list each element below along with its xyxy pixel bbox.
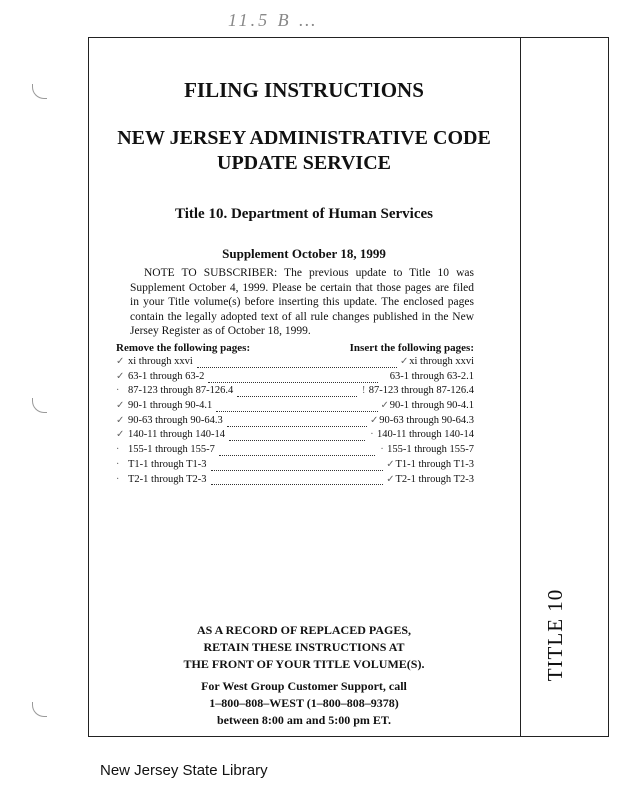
insert-pages: 90-1 through 90-4.1 [389,400,474,412]
customer-support [88,678,520,729]
page-list-row [116,356,474,371]
dot-leader [211,462,384,471]
insert-header: Insert the following pages: [349,342,474,354]
check-mark-icon: · [116,473,120,485]
check-mark-icon: · [116,444,120,456]
supplement-date: Supplement October 18, 1999 [222,246,386,261]
record-instructions [88,622,520,673]
check-mark-icon: · [370,429,374,441]
support-hours: between 8:00 am and 5:00 pm ET. [216,713,392,727]
page-title: FILING INSTRUCTIONS [184,78,424,102]
page-list [116,342,474,488]
page-list-row [116,385,474,400]
dot-leader [219,447,375,456]
side-divider [520,37,521,737]
insert-pages: T1-1 through T1-3 [395,458,474,470]
record-line2: RETAIN THESE INSTRUCTIONS AT [203,640,405,654]
page-list-row [116,415,474,430]
handwritten-note: 11.5 B … [228,10,319,30]
insert-pages: 155-1 through 155-7 [387,444,474,456]
dot-leader [216,403,377,412]
code-title-line2: UPDATE SERVICE [217,152,391,174]
subscriber-note: NOTE TO SUBSCRIBER: The previous update to Title 10 was Supplement October 4, 1999. Please be certain that those pages are filed in your Title volume(s) before inserting this update. The enclosed pages contain the legally adopted text of all rule changes published in the New Jersey Register as of October 18, 1999. [130,267,474,337]
dot-leader [229,432,365,441]
title-department: Title 10. Department of Human Services [174,206,434,222]
insert-pages: 140-11 through 140-14 [376,429,474,441]
check-mark-icon: ✓ [386,458,395,470]
check-mark-icon: ✓ [386,473,395,485]
check-mark-icon: ✓ [380,400,389,412]
dot-leader [211,476,384,485]
check-mark-icon: ✓ [116,414,125,426]
record-line1: AS A RECORD OF REPLACED PAGES, [196,623,412,637]
insert-pages: 87-123 through 87-126.4 [368,385,474,397]
remove-pages: 90-63 through 90-64.3 [128,414,223,426]
record-line3: THE FRONT OF YOUR TITLE VOLUME(S). [183,657,425,671]
remove-header: Remove the following pages: [116,342,251,354]
check-mark-icon: ✓ [116,370,125,382]
remove-pages: 90-1 through 90-4.1 [128,400,213,412]
support-phone: 1–800–808–WEST (1–800–808–9378) [209,696,399,710]
check-mark-icon: ✓ [116,356,125,367]
dot-leader [237,388,356,397]
remove-pages: T1-1 through T1-3 [128,458,207,470]
side-tab-label: TITLE 10 [543,588,567,682]
insert-pages: T2-1 through T2-3 [395,473,474,485]
code-title-line1: NEW JERSEY ADMINISTRATIVE CODE [117,127,491,149]
page-list-row [116,444,474,459]
support-line1: For West Group Customer Support, call [201,679,407,693]
library-stamp: New Jersey State Library [100,762,268,779]
check-mark-icon: · [380,444,384,456]
check-mark-icon: · [116,458,120,470]
page-list-row [116,400,474,415]
page-list-header [116,342,474,354]
check-mark-icon: · [116,385,120,397]
binder-hole-middle [32,398,47,413]
page-list-row [116,429,474,444]
insert-pages: xi through xxvi [409,356,474,367]
check-mark-icon: ✓ [400,356,409,367]
remove-pages: T2-1 through T2-3 [128,473,207,485]
check-mark-icon: ✓ [370,414,379,426]
remove-pages: xi through xxvi [128,356,193,367]
check-mark-icon: ✓ [116,429,125,441]
remove-pages: 63-1 through 63-2 [128,370,205,382]
page-list-row [116,459,474,474]
insert-pages: 63-1 through 63-2.1 [389,370,474,382]
binder-hole-bottom [32,702,47,717]
insert-pages: 90-63 through 90-64.3 [379,414,474,426]
remove-pages: 155-1 through 155-7 [128,444,215,456]
check-mark-icon: ! [362,385,366,397]
remove-pages: 87-123 through 87-126.4 [128,385,234,397]
dot-leader [197,359,398,368]
remove-pages: 140-11 through 140-14 [128,429,226,441]
page-list-row [116,474,474,489]
check-mark-icon: ✓ [116,400,125,412]
binder-hole-top [32,84,47,99]
dot-leader [208,374,377,383]
code-title [88,126,520,176]
page-list-row [116,371,474,386]
dot-leader [227,418,367,427]
